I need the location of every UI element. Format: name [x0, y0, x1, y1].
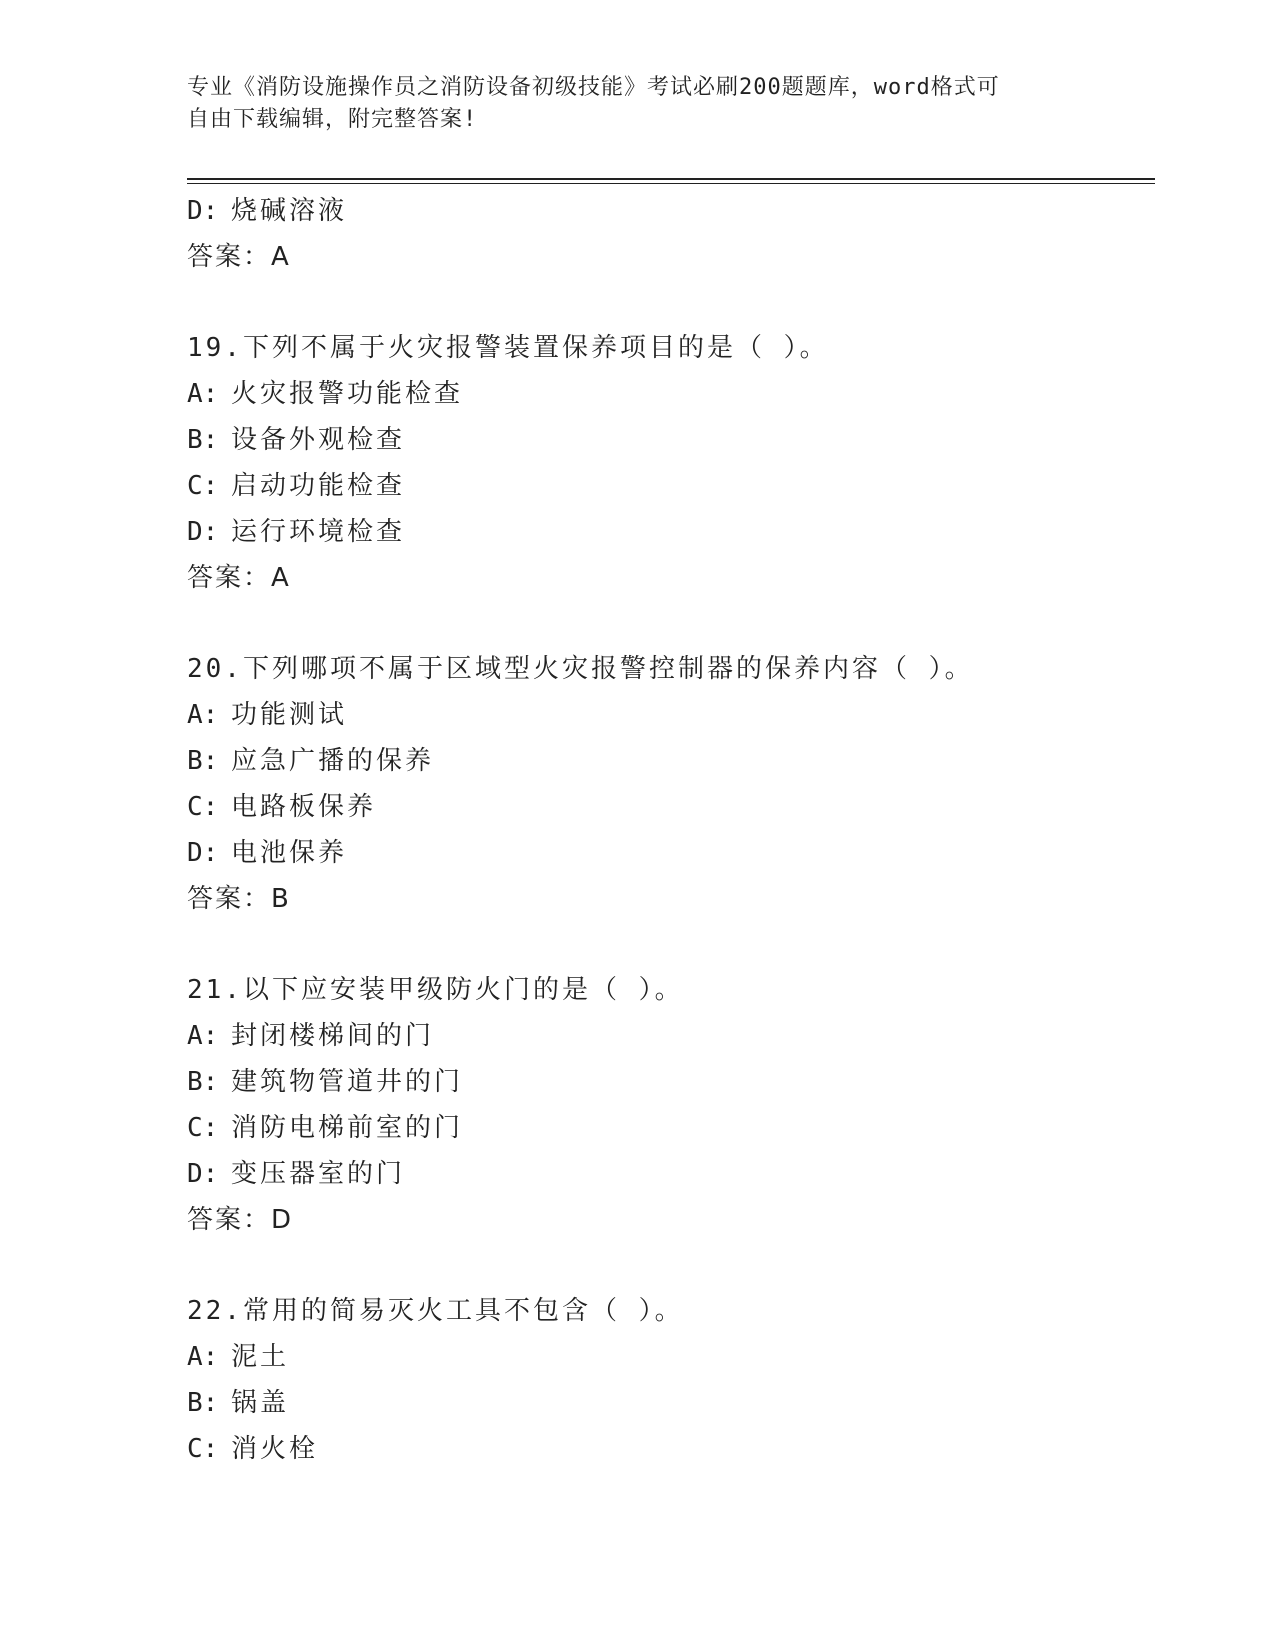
option-text: 消防电梯前室的门 [231, 1113, 464, 1143]
option-label: D: [187, 196, 219, 226]
option-d [187, 188, 1155, 234]
header-rule-thin [187, 183, 1155, 184]
document-header [187, 72, 1087, 136]
option-a [187, 371, 1155, 417]
option-a [187, 1334, 1155, 1380]
option-text: 泥土 [231, 1342, 290, 1372]
option-label: D: [187, 1159, 219, 1189]
header-rule-thick [187, 178, 1155, 180]
option-text: 启动功能检查 [231, 471, 406, 501]
option-c [187, 1426, 1155, 1472]
option-label: A: [187, 1021, 219, 1051]
option-text: 建筑物管道井的门 [231, 1067, 464, 1097]
option-label: B: [187, 425, 219, 455]
option-label: C: [187, 1434, 219, 1464]
option-text: 锅盖 [231, 1388, 290, 1418]
option-b [187, 417, 1155, 463]
option-b [187, 1059, 1155, 1105]
option-label: C: [187, 471, 219, 501]
option-text: 应急广播的保养 [231, 746, 435, 776]
question-stem: 21.以下应安装甲级防火门的是（ ）。 [187, 975, 684, 1005]
option-text: 运行环境检查 [231, 517, 406, 547]
option-d [187, 1151, 1155, 1197]
question-stem: 20.下列哪项不属于区域型火灾报警控制器的保养内容（ ）。 [187, 654, 974, 684]
option-label: D: [187, 838, 219, 868]
option-a [187, 1013, 1155, 1059]
header-line-2: 自由下载编辑，附完整答案! [187, 107, 478, 132]
option-label: A: [187, 1342, 219, 1372]
option-text: 设备外观检查 [231, 425, 406, 455]
option-text: 封闭楼梯间的门 [231, 1021, 435, 1051]
option-text: 烧碱溶液 [231, 196, 348, 226]
answer: 答案：B [187, 884, 291, 914]
option-text: 电路板保养 [231, 792, 377, 822]
option-label: A: [187, 700, 219, 730]
option-text: 火灾报警功能检查 [231, 379, 464, 409]
option-text: 功能测试 [231, 700, 348, 730]
option-text: 电池保养 [231, 838, 348, 868]
option-c [187, 1105, 1155, 1151]
option-label: B: [187, 1388, 219, 1418]
option-label: C: [187, 792, 219, 822]
option-label: C: [187, 1113, 219, 1143]
option-text: 消火栓 [231, 1434, 319, 1464]
answer: 答案：D [187, 1205, 294, 1235]
option-label: D: [187, 517, 219, 547]
question-list [187, 188, 1155, 1472]
option-label: B: [187, 1067, 219, 1097]
option-c [187, 463, 1155, 509]
question-stem: 22.常用的简易灭火工具不包含（ ）。 [187, 1296, 684, 1326]
question-stem: 19.下列不属于火灾报警装置保养项目的是（ ）。 [187, 333, 829, 363]
option-label: B: [187, 746, 219, 776]
answer: 答案：A [187, 242, 291, 272]
option-c [187, 784, 1155, 830]
option-text: 变压器室的门 [231, 1159, 406, 1189]
option-d [187, 509, 1155, 555]
option-d [187, 830, 1155, 876]
header-line-1: 专业《消防设施操作员之消防设备初级技能》考试必刷200题题库，word格式可 [187, 75, 1000, 100]
option-a [187, 692, 1155, 738]
option-b [187, 1380, 1155, 1426]
answer: 答案：A [187, 563, 291, 593]
option-b [187, 738, 1155, 784]
option-label: A: [187, 379, 219, 409]
